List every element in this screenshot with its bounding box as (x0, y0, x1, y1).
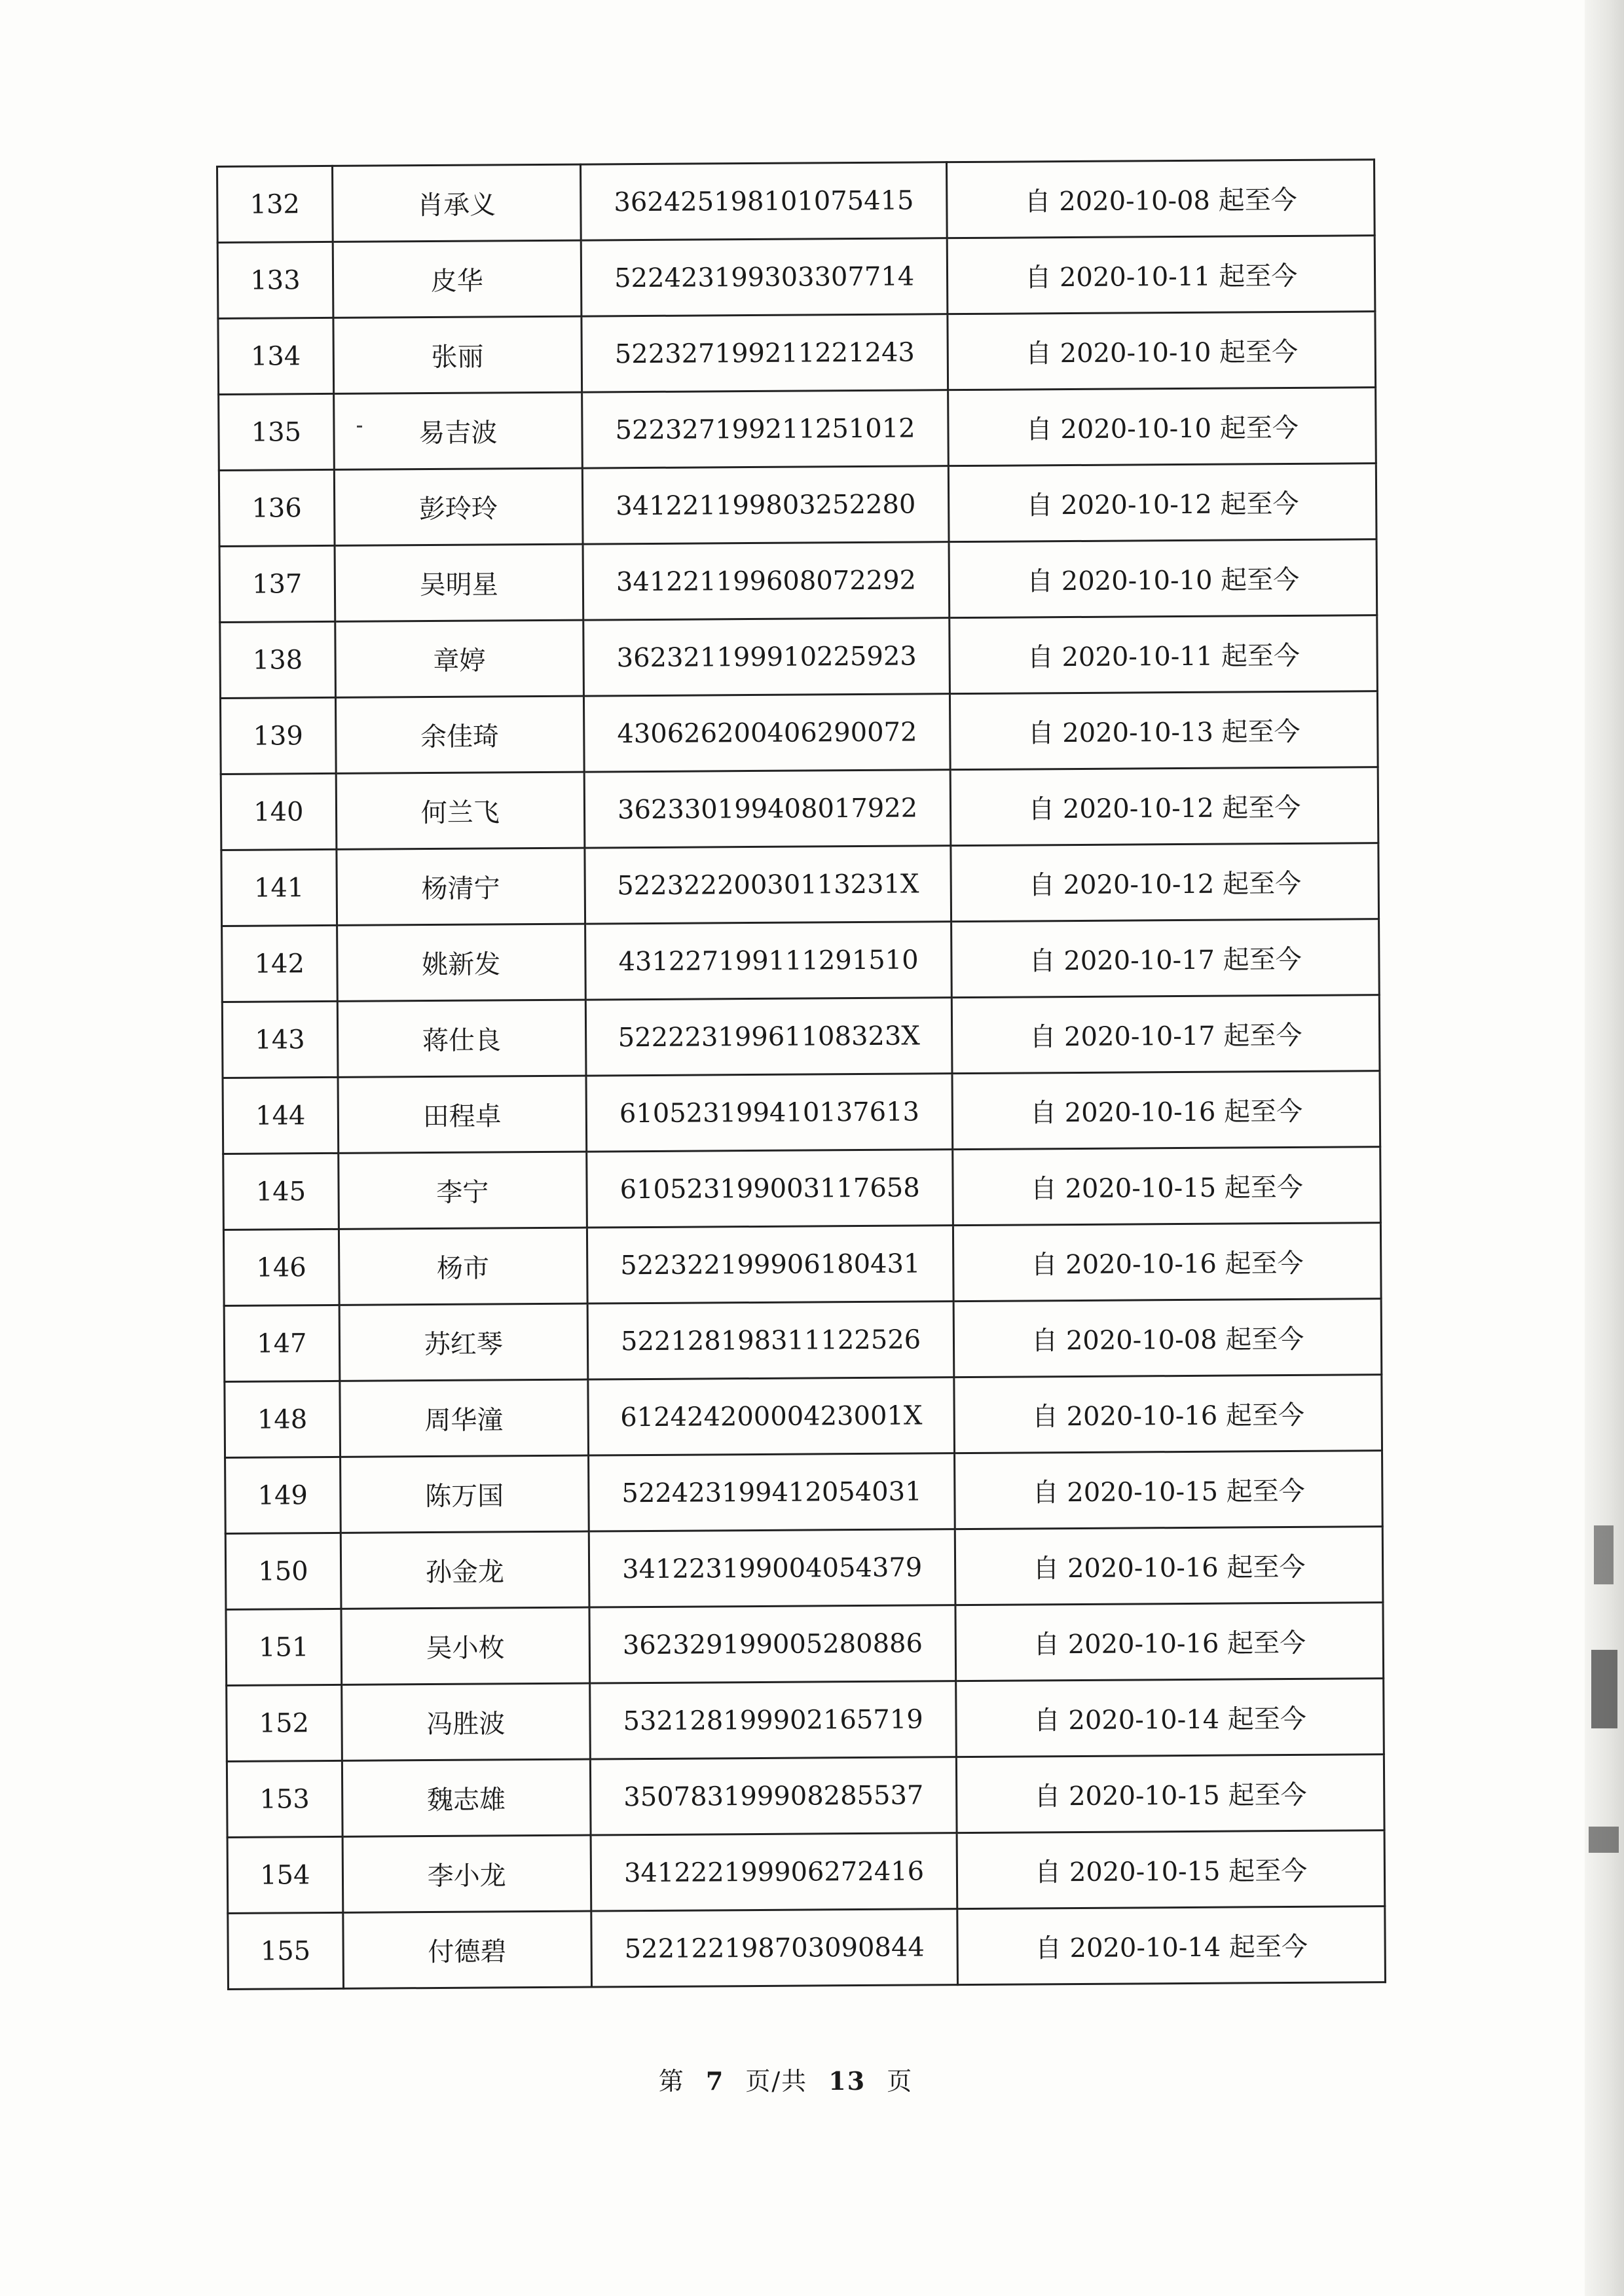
person-name: 付德碧 (343, 1911, 592, 1988)
employment-period: 自 2020-10-17 起至今 (951, 919, 1379, 998)
person-name: 肖承义 (332, 164, 581, 242)
employment-period: 自 2020-10-08 起至今 (954, 1299, 1382, 1377)
current-page-number: 7 (705, 2066, 725, 2096)
employment-period: 自 2020-10-14 起至今 (956, 1679, 1384, 1757)
row-number: 143 (222, 1001, 337, 1078)
table-row (223, 1223, 1381, 1306)
person-name: 李宁 (338, 1152, 587, 1229)
id-number: 522122198703090844 (591, 1909, 958, 1987)
row-number: 155 (228, 1912, 343, 1989)
person-name: 杨市 (339, 1228, 587, 1305)
id-number: 522128198311122526 (587, 1302, 954, 1379)
id-number: 522322199906180431 (587, 1226, 953, 1303)
id-number: 522327199211221243 (581, 314, 948, 392)
employment-period: 自 2020-10-15 起至今 (957, 1755, 1384, 1833)
table-row (227, 1679, 1384, 1762)
row-number: 146 (223, 1229, 339, 1305)
id-number: 362321199910225923 (583, 618, 950, 696)
employment-period: 自 2020-10-12 起至今 (949, 464, 1376, 542)
table-row (224, 1299, 1382, 1382)
person-name: 余佳琦 (335, 696, 584, 773)
row-number: 150 (225, 1533, 341, 1609)
employment-period: 自 2020-10-15 起至今 (955, 1451, 1382, 1529)
row-number: 151 (226, 1609, 341, 1685)
id-number: 350783199908285537 (590, 1757, 957, 1835)
table-row (225, 1375, 1382, 1458)
person-name: 张丽 (333, 316, 582, 393)
person-name: 周华潼 (340, 1379, 589, 1457)
employment-period: 自 2020-10-10 起至今 (948, 312, 1375, 390)
person-name: 魏志雄 (342, 1759, 591, 1836)
table-row (219, 464, 1376, 547)
person-name: 姚新发 (337, 924, 585, 1001)
row-number: 148 (225, 1381, 340, 1457)
employment-period: 自 2020-10-17 起至今 (952, 995, 1380, 1074)
id-number: 341221199803252280 (582, 466, 949, 544)
table-row (225, 1527, 1383, 1610)
person-name: 杨清宁 (337, 848, 585, 925)
person-name: 孙金龙 (341, 1531, 589, 1609)
row-number: 141 (221, 849, 337, 926)
row-number: 138 (220, 621, 335, 698)
employment-period: 自 2020-10-08 起至今 (947, 160, 1375, 238)
table-row (218, 312, 1376, 395)
footer-middle: 页/共 (745, 2067, 808, 2096)
employment-period: 自 2020-10-15 起至今 (953, 1147, 1380, 1226)
table-row (220, 615, 1378, 699)
table-row (217, 160, 1375, 243)
row-number: 132 (217, 166, 333, 242)
page-footer (0, 2061, 1572, 2097)
row-number: 154 (227, 1836, 342, 1913)
id-number: 532128199902165719 (589, 1681, 956, 1759)
person-name: 苏红琴 (339, 1303, 588, 1381)
employment-period: 自 2020-10-12 起至今 (951, 767, 1378, 846)
employment-period: 自 2020-10-10 起至今 (950, 539, 1377, 618)
id-number: 341222199906272416 (591, 1833, 957, 1911)
scan-edge (1585, 0, 1624, 2296)
row-number: 144 (223, 1077, 338, 1154)
table-row (227, 1831, 1385, 1914)
table-row (223, 1147, 1381, 1230)
row-number: 152 (227, 1685, 342, 1761)
id-number: 430626200406290072 (583, 694, 950, 772)
employment-period: 自 2020-10-13 起至今 (950, 691, 1378, 770)
employment-period: 自 2020-10-16 起至今 (955, 1603, 1383, 1681)
table-row (222, 919, 1380, 1002)
row-number: 134 (218, 318, 333, 394)
table-row (228, 1906, 1386, 1990)
row-number: 136 (219, 469, 334, 546)
id-number: 362329199005280886 (589, 1605, 956, 1683)
table-row (227, 1755, 1384, 1838)
employment-period: 自 2020-10-15 起至今 (957, 1831, 1385, 1909)
edge-mark (1591, 1650, 1617, 1728)
id-number: 610523199003117658 (586, 1150, 953, 1228)
id-number: 52222319961108323X (585, 998, 952, 1076)
employment-period: 自 2020-10-11 起至今 (950, 615, 1377, 694)
personnel-table (216, 158, 1386, 1990)
table-row (222, 995, 1380, 1078)
employment-period: 自 2020-10-14 起至今 (957, 1906, 1385, 1985)
person-name: 陈万国 (340, 1455, 589, 1533)
row-number: 153 (227, 1760, 342, 1837)
row-number: 147 (224, 1305, 339, 1381)
person-name: 吴明星 (335, 544, 583, 621)
person-name: 吴小枚 (341, 1607, 590, 1685)
person-name: 皮华 (333, 240, 581, 318)
edge-mark (1589, 1827, 1619, 1853)
person-name: 何兰飞 (336, 772, 585, 849)
row-number: 133 (217, 242, 333, 318)
id-number: 522327199211251012 (581, 390, 948, 468)
row-number: 140 (221, 773, 336, 850)
id-number: 431227199111291510 (585, 922, 951, 1000)
row-number: 149 (225, 1457, 341, 1533)
person-name: 田程卓 (338, 1076, 587, 1153)
person-name: 李小龙 (342, 1835, 591, 1912)
table-row (225, 1451, 1383, 1534)
id-number: 341223199004054379 (589, 1529, 955, 1607)
footer-suffix: 页 (887, 2067, 913, 2096)
employment-period: 自 2020-10-16 起至今 (955, 1527, 1383, 1605)
id-number: 362330199408017922 (584, 770, 951, 848)
employment-period: 自 2020-10-11 起至今 (948, 236, 1375, 314)
id-number: 610523199410137613 (586, 1074, 953, 1152)
person-name: 冯胜波 (341, 1683, 590, 1760)
table-row (223, 1071, 1380, 1154)
table-row (219, 539, 1377, 623)
edge-mark (1594, 1525, 1614, 1584)
employment-period: 自 2020-10-10 起至今 (948, 388, 1376, 466)
table-row (221, 767, 1378, 850)
row-number: 142 (222, 925, 337, 1002)
id-number: 522423199303307714 (581, 238, 948, 316)
id-number: 362425198101075415 (580, 162, 947, 240)
row-number: 139 (220, 697, 335, 774)
id-number: 522423199412054031 (588, 1453, 955, 1531)
employment-period: 自 2020-10-16 起至今 (952, 1071, 1380, 1150)
person-name: 彭玲玲 (334, 468, 583, 545)
table-body (217, 160, 1386, 1990)
id-number: 61242420000423001X (588, 1377, 955, 1455)
person-name: 蒋仕良 (337, 1000, 586, 1077)
table-row (221, 843, 1379, 926)
table-row (226, 1603, 1384, 1686)
footer-prefix: 第 (658, 2067, 685, 2096)
employment-period: 自 2020-10-16 起至今 (954, 1375, 1382, 1453)
row-number: 137 (219, 545, 335, 622)
total-pages: 13 (828, 2066, 866, 2096)
table-row (220, 691, 1378, 774)
person-name: 章婷 (335, 620, 583, 697)
row-number: 135 (219, 393, 334, 470)
id-number: 341221199608072292 (583, 542, 950, 620)
id-number: 52232220030113231X (585, 846, 951, 924)
employment-period: 自 2020-10-16 起至今 (953, 1223, 1381, 1302)
employment-period: 自 2020-10-12 起至今 (951, 843, 1378, 922)
row-number: 145 (223, 1153, 339, 1230)
table-row (217, 236, 1375, 319)
person-name: 易吉波 (333, 392, 582, 469)
table-row (219, 388, 1376, 471)
